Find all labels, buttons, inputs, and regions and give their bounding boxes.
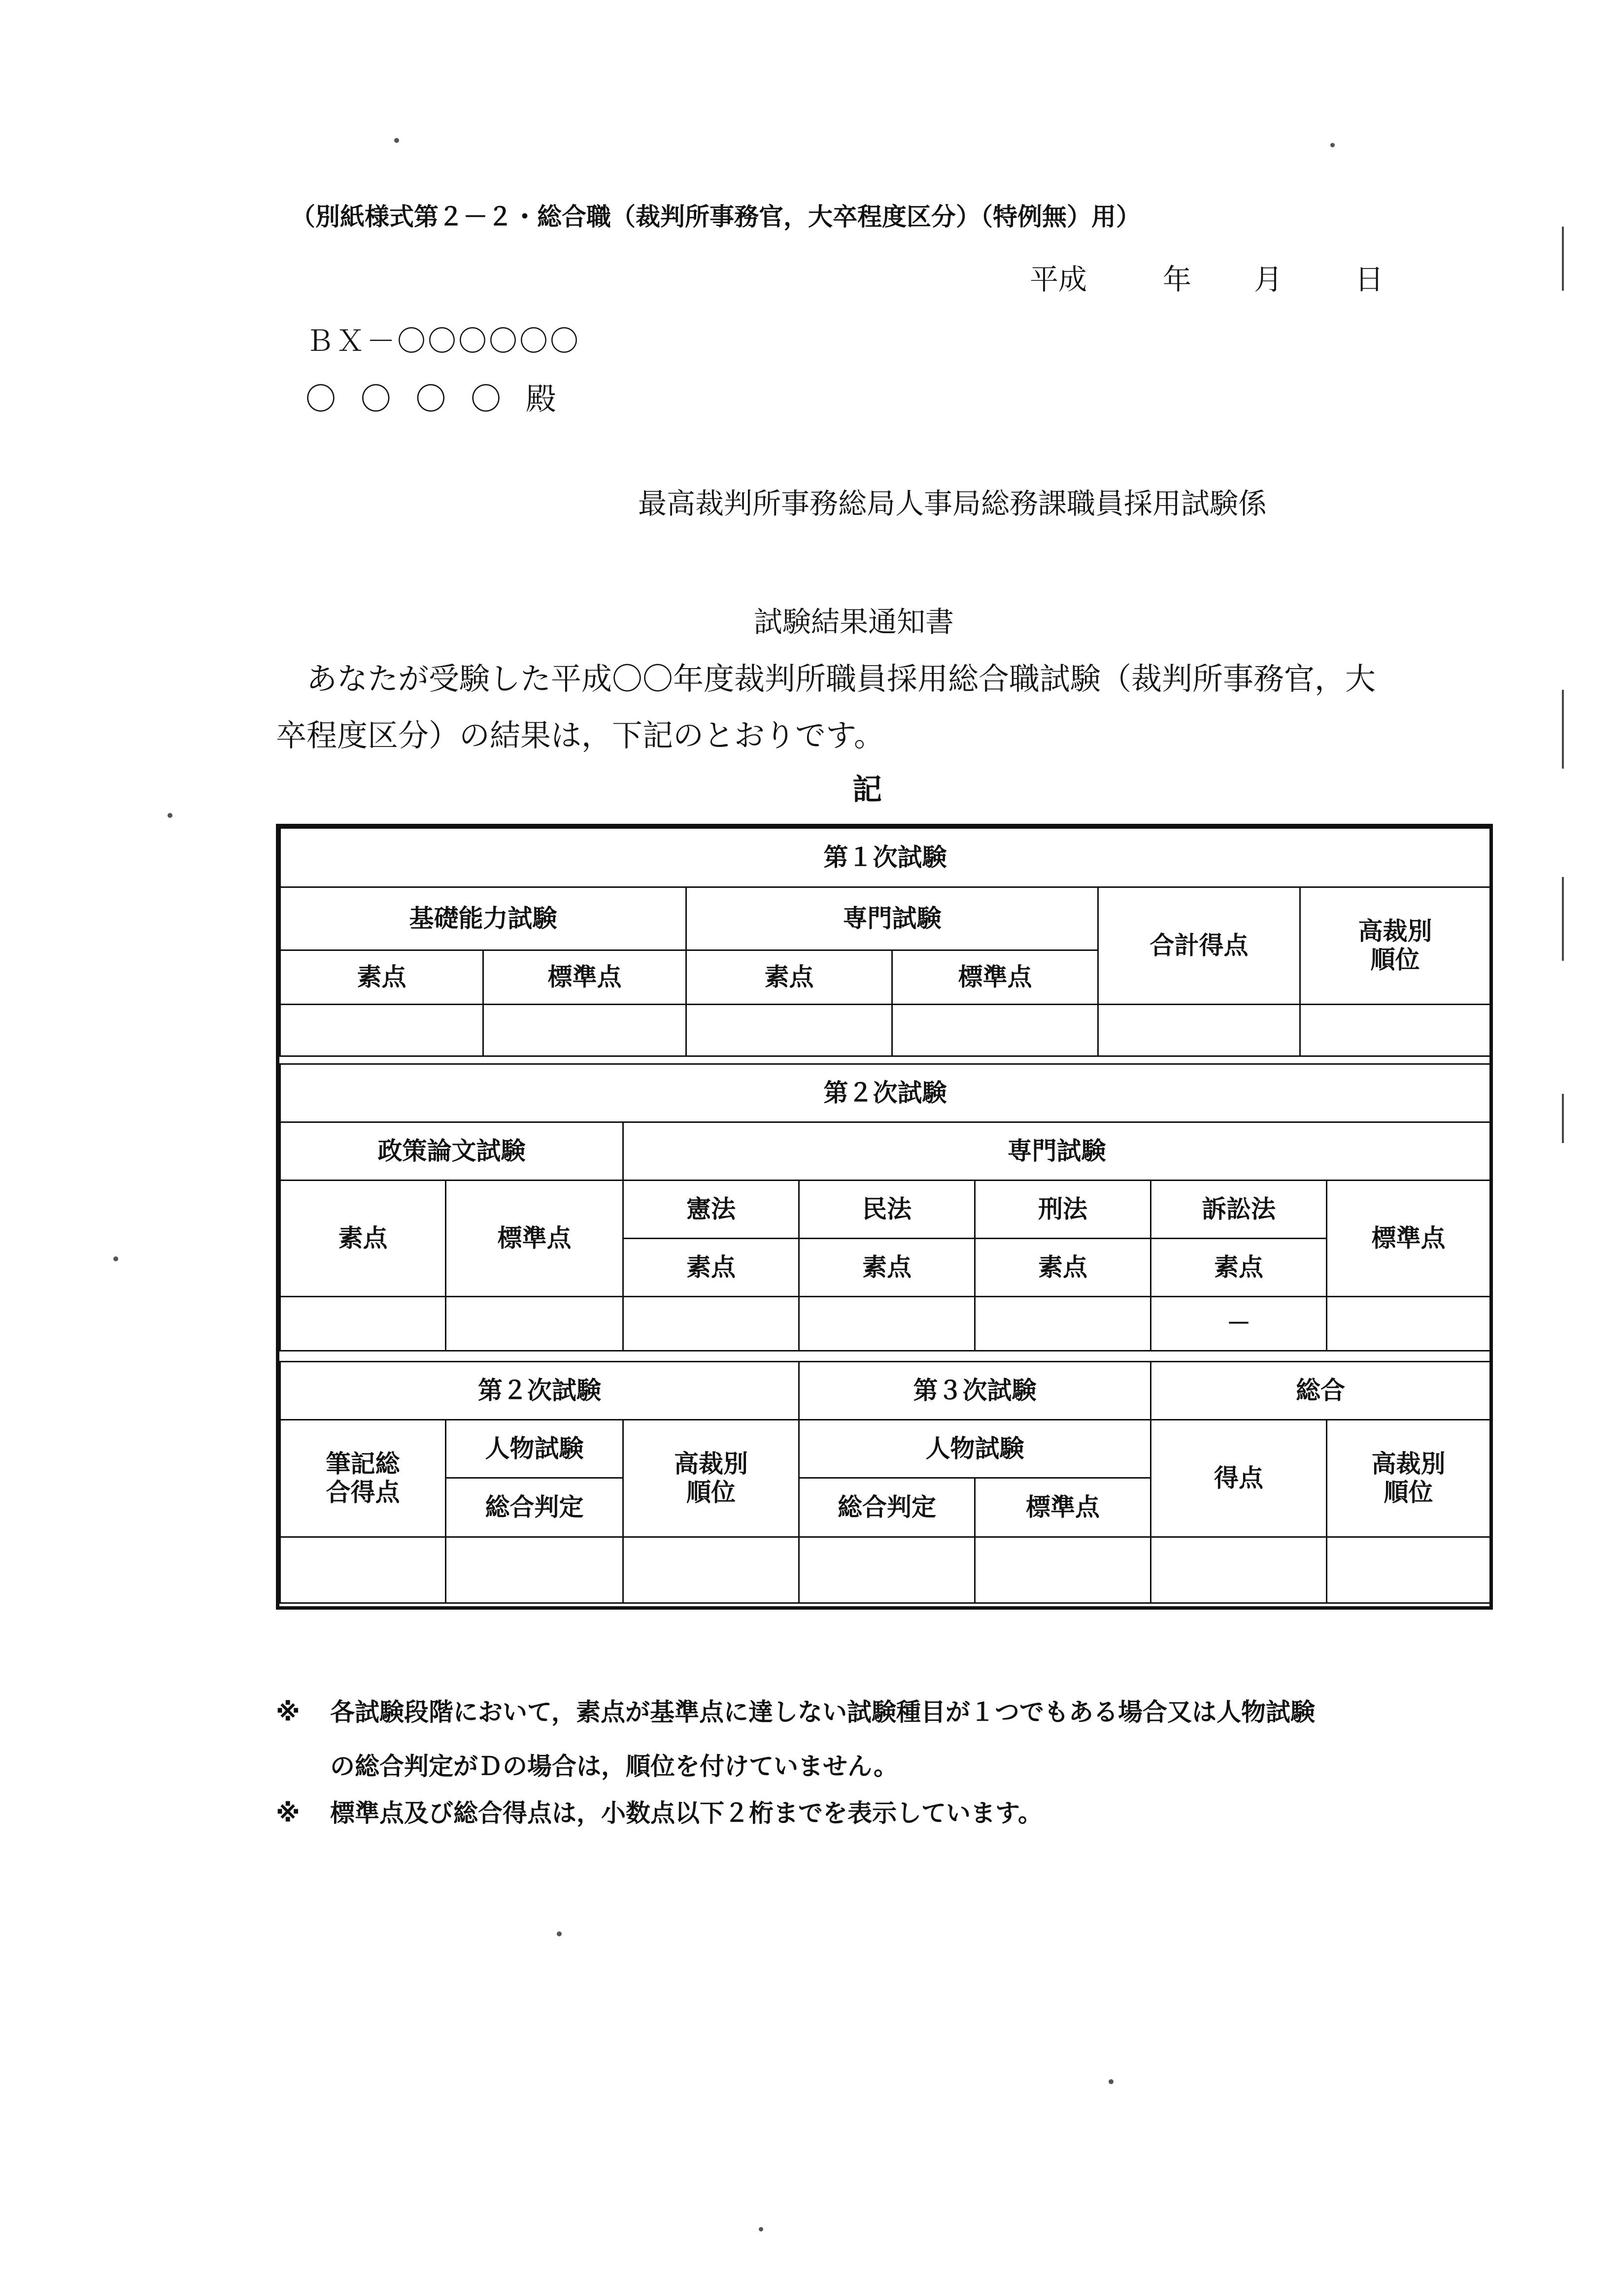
third-std-value bbox=[975, 1537, 1151, 1603]
total-title: 総合 bbox=[1151, 1362, 1490, 1420]
policy-raw-header: 素点 bbox=[280, 1181, 446, 1297]
senmon2-std-value bbox=[1327, 1297, 1490, 1351]
sum-header: 合計得点 bbox=[1098, 887, 1300, 1005]
rank-header: 高裁別順位 bbox=[1300, 887, 1490, 1005]
total-score-value bbox=[1151, 1537, 1327, 1603]
kenpo-raw-value bbox=[623, 1297, 799, 1351]
body-line-1: あなたが受験した平成〇〇年度裁判所職員採用総合職試験（裁判所事務官，大 bbox=[306, 661, 1376, 697]
sum-value bbox=[1098, 1005, 1300, 1056]
interview-judgment-header: 総合判定 bbox=[446, 1478, 623, 1537]
recipient-name: 〇 〇 〇 〇 殿 bbox=[305, 381, 556, 417]
scan-artifact-dot bbox=[759, 2227, 763, 2231]
interview-header: 人物試験 bbox=[446, 1420, 623, 1478]
note-mark-1: ※ bbox=[276, 1698, 300, 1726]
scan-artifact-dot bbox=[1109, 2079, 1114, 2084]
date-year: 年 bbox=[1163, 263, 1192, 296]
scan-artifact-dot bbox=[113, 1256, 118, 1261]
third-std-header: 標準点 bbox=[975, 1478, 1151, 1537]
scan-artifact-line bbox=[1562, 877, 1564, 961]
keiho-header: 刑法 bbox=[975, 1181, 1151, 1239]
senmon2-std-header: 標準点 bbox=[1327, 1181, 1490, 1297]
document-title: 試験結果通知書 bbox=[754, 605, 954, 639]
scan-artifact-dot bbox=[557, 1931, 562, 1936]
second-exam-title: 第２次試験 bbox=[280, 1064, 1490, 1122]
first-exam-table bbox=[279, 827, 1491, 1057]
form-note: （別紙様式第２－２・総合職（裁判所事務官，大卒程度区分）（特例無）用） bbox=[291, 203, 1141, 231]
policy-raw-value bbox=[280, 1297, 446, 1351]
kiso-raw-header: 素点 bbox=[280, 950, 483, 1005]
body-line-2: 卒程度区分）の結果は，下記のとおりです。 bbox=[276, 717, 885, 753]
second-rank-header: 高裁別順位 bbox=[623, 1420, 799, 1537]
total-score-header: 得点 bbox=[1151, 1420, 1327, 1537]
rank-value bbox=[1300, 1005, 1490, 1056]
scan-artifact-dot bbox=[1330, 143, 1335, 147]
kiso-header: 基礎能力試験 bbox=[280, 887, 686, 950]
soshoho-raw-header: 素点 bbox=[1151, 1239, 1327, 1297]
scan-artifact-dot bbox=[394, 138, 399, 143]
senmon-raw-value bbox=[686, 1005, 892, 1056]
keiho-raw-value bbox=[975, 1297, 1151, 1351]
ki-heading: 記 bbox=[852, 773, 882, 807]
policy-header: 政策論文試験 bbox=[280, 1122, 623, 1181]
policy-std-value bbox=[446, 1297, 623, 1351]
third-judgment-value bbox=[799, 1537, 975, 1603]
scan-artifact-line bbox=[1562, 1094, 1564, 1143]
scan-artifact-line bbox=[1562, 690, 1564, 769]
note-mark-2: ※ bbox=[276, 1799, 300, 1827]
scan-artifact-dot bbox=[168, 813, 172, 818]
keiho-raw-header: 素点 bbox=[975, 1239, 1151, 1297]
minpo-raw-value bbox=[799, 1297, 975, 1351]
body-text bbox=[276, 650, 1478, 764]
kiso-std-value bbox=[483, 1005, 686, 1056]
third-interview-header: 人物試験 bbox=[799, 1420, 1151, 1478]
senmon-raw-header: 素点 bbox=[686, 950, 892, 1005]
note-2 bbox=[276, 1793, 1043, 1829]
kiso-raw-value bbox=[280, 1005, 483, 1056]
second-exam-table bbox=[279, 1063, 1491, 1351]
note-1 bbox=[276, 1685, 1498, 1793]
second-rank-value bbox=[623, 1537, 799, 1603]
interview-judgment-value bbox=[446, 1537, 623, 1603]
kiso-std-header: 標準点 bbox=[483, 950, 686, 1005]
total-rank-header: 高裁別順位 bbox=[1327, 1420, 1490, 1537]
minpo-raw-header: 素点 bbox=[799, 1239, 975, 1297]
soshoho-header: 訴訟法 bbox=[1151, 1181, 1327, 1239]
note-1-line-2: の総合判定がＤの場合は，順位を付けていません。 bbox=[330, 1752, 898, 1781]
scan-artifact-line bbox=[1562, 227, 1564, 291]
written-total-header: 筆記総合得点 bbox=[280, 1420, 446, 1537]
date-era: 平成 bbox=[1030, 263, 1087, 296]
total-rank-value bbox=[1327, 1537, 1490, 1603]
policy-std-header: 標準点 bbox=[446, 1181, 623, 1297]
second-exam-title-2: 第２次試験 bbox=[280, 1362, 799, 1420]
written-total-value bbox=[280, 1537, 446, 1603]
soshoho-raw-value: － bbox=[1151, 1297, 1327, 1351]
minpo-header: 民法 bbox=[799, 1181, 975, 1239]
note-2-text: 標準点及び総合得点は，小数点以下２桁までを表示しています。 bbox=[330, 1799, 1043, 1827]
senmon-header: 専門試験 bbox=[686, 887, 1098, 950]
senmon-std-value bbox=[892, 1005, 1098, 1056]
date-month: 月 bbox=[1254, 263, 1283, 296]
note-1-line-1: 各試験段階において，素点が基準点に達しない試験種目が１つでもある場合又は人物試験 bbox=[330, 1698, 1315, 1726]
date-day: 日 bbox=[1355, 263, 1384, 296]
senmon-std-header: 標準点 bbox=[892, 950, 1098, 1005]
summary-table bbox=[279, 1361, 1491, 1604]
recipient-id: ＢＸ－〇〇〇〇〇〇 bbox=[305, 324, 581, 358]
first-exam-title: 第１次試験 bbox=[280, 828, 1490, 887]
senmon2-header: 専門試験 bbox=[623, 1122, 1490, 1181]
sender: 最高裁判所事務総局人事局総務課職員採用試験係 bbox=[638, 487, 1267, 520]
third-judgment-header: 総合判定 bbox=[799, 1478, 975, 1537]
kenpo-header: 憲法 bbox=[623, 1181, 799, 1239]
kenpo-raw-header: 素点 bbox=[623, 1239, 799, 1297]
third-exam-title: 第３次試験 bbox=[799, 1362, 1151, 1420]
